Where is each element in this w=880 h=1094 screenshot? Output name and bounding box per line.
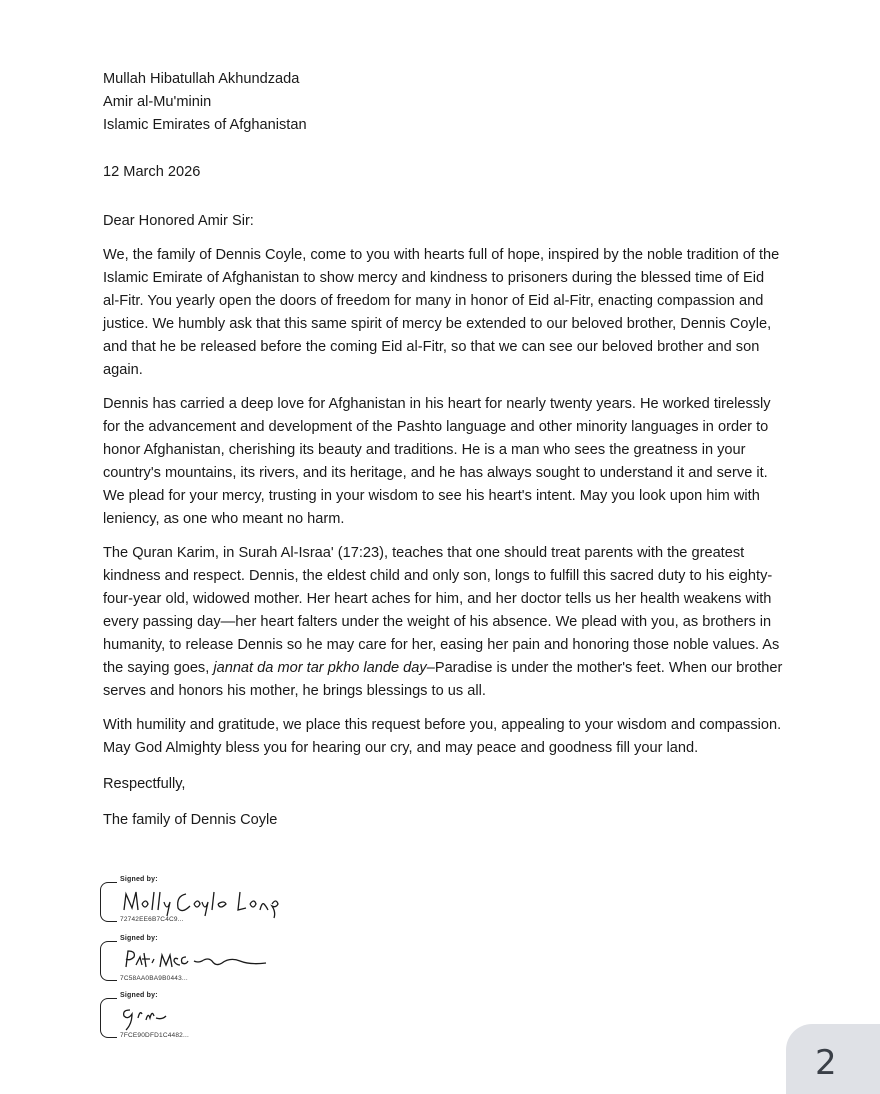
handwritten-signature-1 bbox=[116, 880, 336, 920]
paragraph-1: We, the family of Dennis Coyle, come to you with hearts full of hope, inspired by the noble tradition of the Islamic Emirate of Afghanistan to show mercy and kindness to prisoners during the blessed time of Eid al-Fitr. You yearly open the doors of freedom for many in honor of Eid al-Fitr, enacting compassion and justice. We humbly ask that this same spirit of mercy be extended to our beloved brother, Dennis Coyle, and that he be released before the coming Eid al-Fitr, so that we can see our beloved brother and son again. bbox=[103, 247, 780, 378]
signature-hash: 7C58AA0BA9B0443... bbox=[120, 975, 188, 982]
letter-date: 12 March 2026 bbox=[103, 164, 201, 180]
recipient-org: Islamic Emirates of Afghanistan bbox=[103, 117, 307, 133]
handwritten-signature-3 bbox=[116, 996, 236, 1036]
paragraph-2: Dennis has carried a deep love for Afghanistan in his heart for nearly twenty years. He worked tirelessly for the advancement and development of the Pashto language and other minority languages in order to honor Afghanistan, cherishing its beauty and traditions. He is a man who sees the greatness in your country's mountains, its rivers, and its heritage, and he has always sought to understand it and serve it. We plead for your mercy, trusting in your wisdom to see his heart's intent. May you look upon him with leniency, as one who meant no harm. bbox=[103, 396, 771, 527]
page-number: 2 bbox=[815, 1043, 837, 1083]
recipient-address bbox=[103, 68, 783, 137]
paragraph-4: With humility and gratitude, we place this request before you, appealing to your wisdom and compassion. May God Almighty bless you for hearing our cry, and may peace and goodness fill your land. bbox=[103, 717, 782, 756]
signature-hash: 72742EE6B7C4C9... bbox=[120, 916, 184, 923]
salutation: Dear Honored Amir Sir: bbox=[103, 213, 254, 229]
signature-bracket bbox=[100, 998, 117, 1038]
handwritten-signature-2 bbox=[116, 939, 336, 979]
signoff: The family of Dennis Coyle bbox=[103, 812, 278, 828]
signature-label: Signed by: bbox=[120, 876, 158, 883]
recipient-name: Mullah Hibatullah Akhundzada bbox=[103, 71, 300, 87]
paragraph-3 bbox=[103, 542, 783, 703]
signature-bracket bbox=[100, 882, 117, 922]
closing: Respectfully, bbox=[103, 776, 186, 792]
signature-block-3 bbox=[100, 992, 360, 1044]
signature-block-1 bbox=[100, 876, 360, 928]
letter-body bbox=[103, 68, 783, 832]
paragraph-3-part-b: –Paradise is under the mother's feet. When our brother serves and honors his mother, he brings blessings to us all. bbox=[103, 660, 783, 699]
signature-bracket bbox=[100, 941, 117, 981]
recipient-title: Amir al-Mu'minin bbox=[103, 94, 212, 110]
signature-hash: 7FCE90DFD1C4482... bbox=[120, 1032, 189, 1039]
paragraph-3-part-a: The Quran Karim, in Surah Al-Israa' (17:23), teaches that one should treat parents with the greatest kindness and respect. Dennis, the eldest child and only son, longs to fulfill this sacred duty to his eighty-four-year old, widowed mother. Her heart aches for him, and her doctor tells us her health weakens with every passing day—her heart falters under the weight of his absence. We plead with you, as brothers in humanity, to release Dennis so he may care for her, easing her pain and honoring those noble values. As the saying goes, bbox=[103, 545, 780, 676]
signature-label: Signed by: bbox=[120, 935, 158, 942]
pashto-saying: jannat da mor tar pkho lande day bbox=[213, 660, 427, 676]
signature-block-2 bbox=[100, 935, 360, 987]
signature-label: Signed by: bbox=[120, 992, 158, 999]
